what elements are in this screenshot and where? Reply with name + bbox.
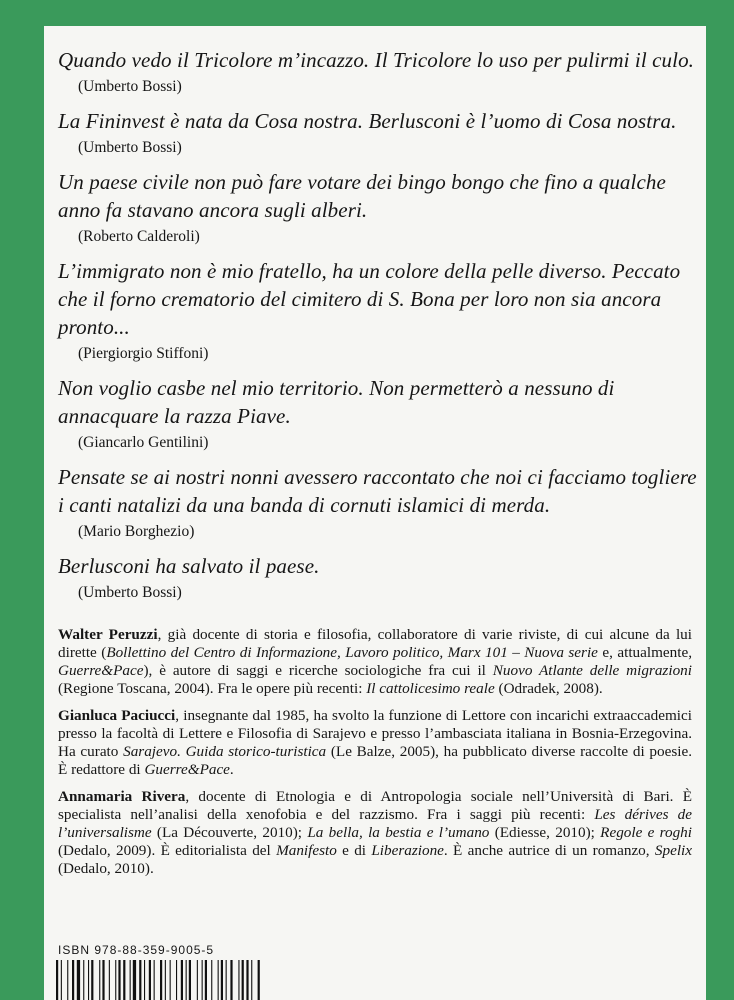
- bio-text: , già docente di storia e filosofia, collaboratore di varie riviste, di cui alcune da lui dirette (: [58, 626, 692, 661]
- bio-title: Guerre&Pace: [144, 761, 230, 778]
- bio-title: Regole e roghi: [600, 824, 692, 841]
- bio-title: Manifesto: [276, 842, 337, 859]
- bio-title: Bollettino del Centro di Informazione, Lavoro politico, Marx 101 – Nuova serie: [106, 644, 598, 661]
- bio-text: , insegnante dal 1985, ha svolto la funzione di Lettore con incarichi extraaccademici presso la facoltà di Lettere e Filosofia di Sarajevo e presso l’ambasciata italiana in Bosnia-Erzegovina. Ha curato: [58, 707, 692, 760]
- quote-text: L’immigrato non è mio fratello, ha un colore della pelle diverso. Peccato che il forno crematorio del cimitero di S. Bona per loro non sia ancora pronto...: [58, 259, 681, 339]
- quotes-section: [58, 46, 698, 613]
- bio-text: . È anche autrice di un romanzo,: [443, 842, 655, 859]
- isbn-label: ISBN 978-88-359-9005-5: [58, 943, 215, 957]
- quote: [58, 257, 698, 364]
- quote: [58, 46, 698, 97]
- bio-title: Il cattolicesimo reale: [366, 680, 495, 697]
- bio-text: (Dedalo, 2010).: [58, 860, 154, 877]
- bio-title: Nuovo Atlante delle migrazioni: [492, 662, 692, 679]
- bio-text: (Regione Toscana, 2004). Fra le opere più recenti:: [58, 680, 367, 697]
- quote-text: Non voglio casbe nel mio territorio. Non permetterò a nessuno di annacquare la razza Piave.: [58, 376, 615, 428]
- quote-author: (Piergiorgio Stiffoni): [78, 345, 209, 362]
- bio-text: (Ediesse, 2010);: [489, 824, 601, 841]
- bio-annamaria-rivera: [58, 788, 692, 878]
- bio-text: e di: [336, 842, 372, 859]
- quote-text: La Fininvest è nata da Cosa nostra. Berlusconi è l’uomo di Cosa nostra.: [58, 109, 677, 133]
- back-cover: [44, 26, 706, 1000]
- bio-title: Sarajevo. Guida storico-turistica: [123, 743, 327, 760]
- quote-author: (Mario Borghezio): [78, 523, 195, 540]
- quote-text: Pensate se ai nostri nonni avessero raccontato che noi ci facciamo togliere i canti natalizi da una banda di cornuti islamici di merda.: [58, 465, 697, 517]
- bio-text: (Odradek, 2008).: [494, 680, 603, 697]
- bio-title: Guerre&Pace: [58, 662, 144, 679]
- quote: [58, 168, 698, 247]
- bio-name: Annamaria Rivera: [58, 788, 186, 805]
- bio-title: Liberazione: [371, 842, 444, 859]
- quote: [58, 552, 698, 603]
- bio-gianluca-paciucci: [58, 707, 692, 779]
- quote-author: (Roberto Calderoli): [78, 228, 200, 245]
- bio-name: Walter Peruzzi: [58, 626, 158, 643]
- quote: [58, 107, 698, 158]
- bio-text: , docente di Etnologia e di Antropologia sociale nell’Università di Bari. È specialista nell’analisi della xenofobia e del razzismo. Fra i saggi più recenti:: [58, 788, 692, 823]
- bio-title: La bella, la bestia e l’umano: [307, 824, 490, 841]
- quote-text: Un paese civile non può fare votare dei bingo bongo che fino a qualche anno fa stavano ancora sugli alberi.: [58, 170, 666, 222]
- quote-author: (Umberto Bossi): [78, 78, 182, 95]
- bio-title: Spelix: [654, 842, 692, 859]
- quote-text: Quando vedo il Tricolore m’incazzo. Il Tricolore lo uso per pulirmi il culo.: [58, 48, 695, 72]
- bio-name: Gianluca Paciucci: [58, 707, 176, 724]
- quote-text: Berlusconi ha salvato il paese.: [58, 554, 320, 578]
- bio-text: (Dedalo, 2009). È editorialista del: [58, 842, 277, 859]
- quote-author: (Umberto Bossi): [78, 139, 182, 156]
- bio-text: .: [229, 761, 234, 778]
- bio-walter-peruzzi: [58, 626, 692, 698]
- bio-text: ), è autore di saggi e ricerche sociologiche fra cui il: [143, 662, 493, 679]
- quote-author: (Giancarlo Gentilini): [78, 434, 209, 451]
- author-bios: [58, 626, 692, 887]
- quote: [58, 463, 698, 542]
- bio-text: e, attualmente,: [597, 644, 693, 661]
- bio-text: (La Découverte, 2010);: [151, 824, 308, 841]
- quote: [58, 374, 698, 453]
- barcode: [56, 960, 316, 1000]
- bio-title: Les dérives de l’universalisme: [58, 806, 692, 841]
- quote-author: (Umberto Bossi): [78, 584, 182, 601]
- bio-text: (Le Balze, 2005), ha pubblicato diverse raccolte di poesie. È redattore di: [58, 743, 692, 778]
